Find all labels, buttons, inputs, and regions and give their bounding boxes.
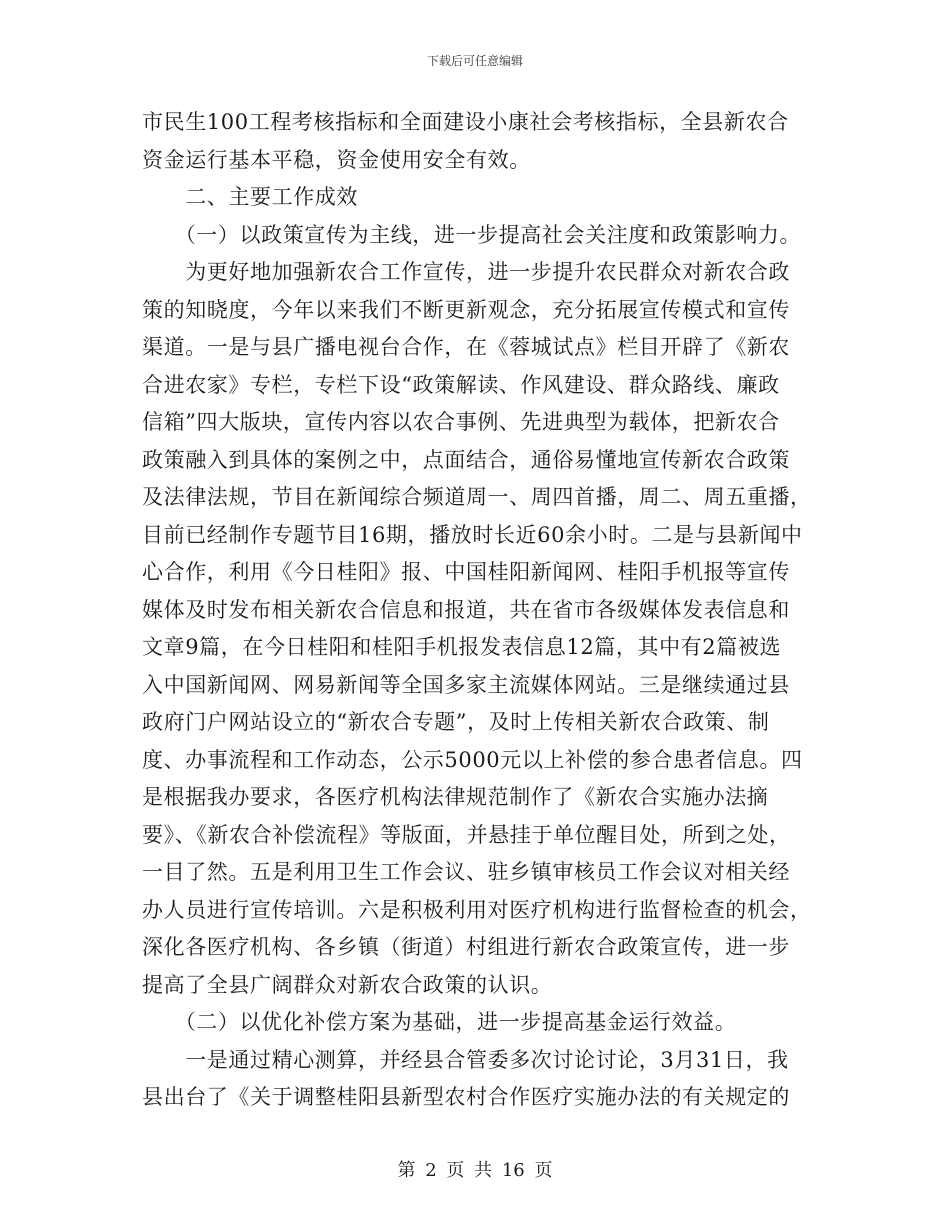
document-body <box>142 104 822 1117</box>
body-line: 是根据我办要求，各医疗机构法律规范制作了《新农合实施办法摘 <box>142 785 769 809</box>
body-line: 深化各医疗机构、各乡镇（街道）村组进行新农合政策宣传，进一步 <box>142 935 790 959</box>
page-number: 第 2 页 共 16 页 <box>397 1160 553 1181</box>
body-line: 政府门户网站设立的“新农合专题”，及时上传相关新农合政策、制 <box>142 710 770 734</box>
body-line: 文章9篇，在今日桂阳和桂阳手机报发表信息12篇，其中有2篇被选 <box>142 635 782 659</box>
body-line: 及法律法规，节目在新闻综合频道周一、周四首播，周二、周五重播， <box>142 485 812 509</box>
body-line: 办人员进行宣传培训。六是积极利用对医疗机构进行监督检查的机会， <box>142 897 812 922</box>
subsection-heading: （一）以政策宣传为主线，进一步提高社会关注度和政策影响力。 <box>142 222 802 247</box>
body-line: 合进农家》专栏，专栏下设“政策解读、作风建设、群众路线、廉政 <box>142 372 780 397</box>
section-heading: 二、主要工作成效 <box>142 185 358 209</box>
body-line: 渠道。一是与县广播电视台合作，在《蓉城试点》栏目开辟了《新农 <box>142 335 790 359</box>
body-line: 信箱”四大版块，宣传内容以农合事例、先进典型为载体，把新农合 <box>142 410 780 434</box>
body-line: 市民生100工程考核指标和全面建设小康社会考核指标，全县新农合 <box>142 110 789 134</box>
body-line: 为更好地加强新农合工作宣传，进一步提升农民群众对新农合政 <box>142 260 790 284</box>
body-line: 目前已经制作专题节目16期，播放时长近60余小时。二是与县新闻中 <box>142 522 803 547</box>
body-line: 一目了然。五是利用卫生工作会议、驻乡镇审核员工作会议对相关经 <box>142 860 790 884</box>
body-line: 入中国新闻网、网易新闻等全国多家主流媒体网站。三是继续通过县 <box>142 672 790 697</box>
body-line: 媒体及时发布相关新农合信息和报道，共在省市各级媒体发表信息和 <box>142 597 790 622</box>
page-header-note: 下载后可任意编辑 <box>426 54 523 68</box>
body-line: 要》、《新农合补偿流程》等版面，并悬挂于单位醒目处，所到之处， <box>142 822 791 847</box>
body-line: 策的知晓度，今年以来我们不断更新观念，充分拓展宣传模式和宣传 <box>142 297 790 322</box>
subsection-heading: （二）以优化补偿方案为基础，进一步提高基金运行效益。 <box>142 1010 737 1034</box>
body-line: 心合作，利用《今日桂阳》报、中国桂阳新闻网、桂阳手机报等宣传 <box>142 560 790 584</box>
body-line: 度、办事流程和工作动态，公示5000元以上补偿的参合患者信息。四 <box>142 747 803 772</box>
body-line: 政策融入到具体的案例之中，点面结合，通俗易懂地宣传新农合政策 <box>142 447 790 472</box>
body-line: 资金运行基本平稳，资金使用安全有效。 <box>142 147 531 172</box>
body-line: 提高了全县广阔群众对新农合政策的认识。 <box>142 972 553 997</box>
body-line: 县出台了《关于调整桂阳县新型农村合作医疗实施办法的有关规定的 <box>142 1085 790 1109</box>
body-line: 一是通过精心测算，并经县合管委多次讨论讨论，3月31日，我 <box>142 1047 789 1072</box>
